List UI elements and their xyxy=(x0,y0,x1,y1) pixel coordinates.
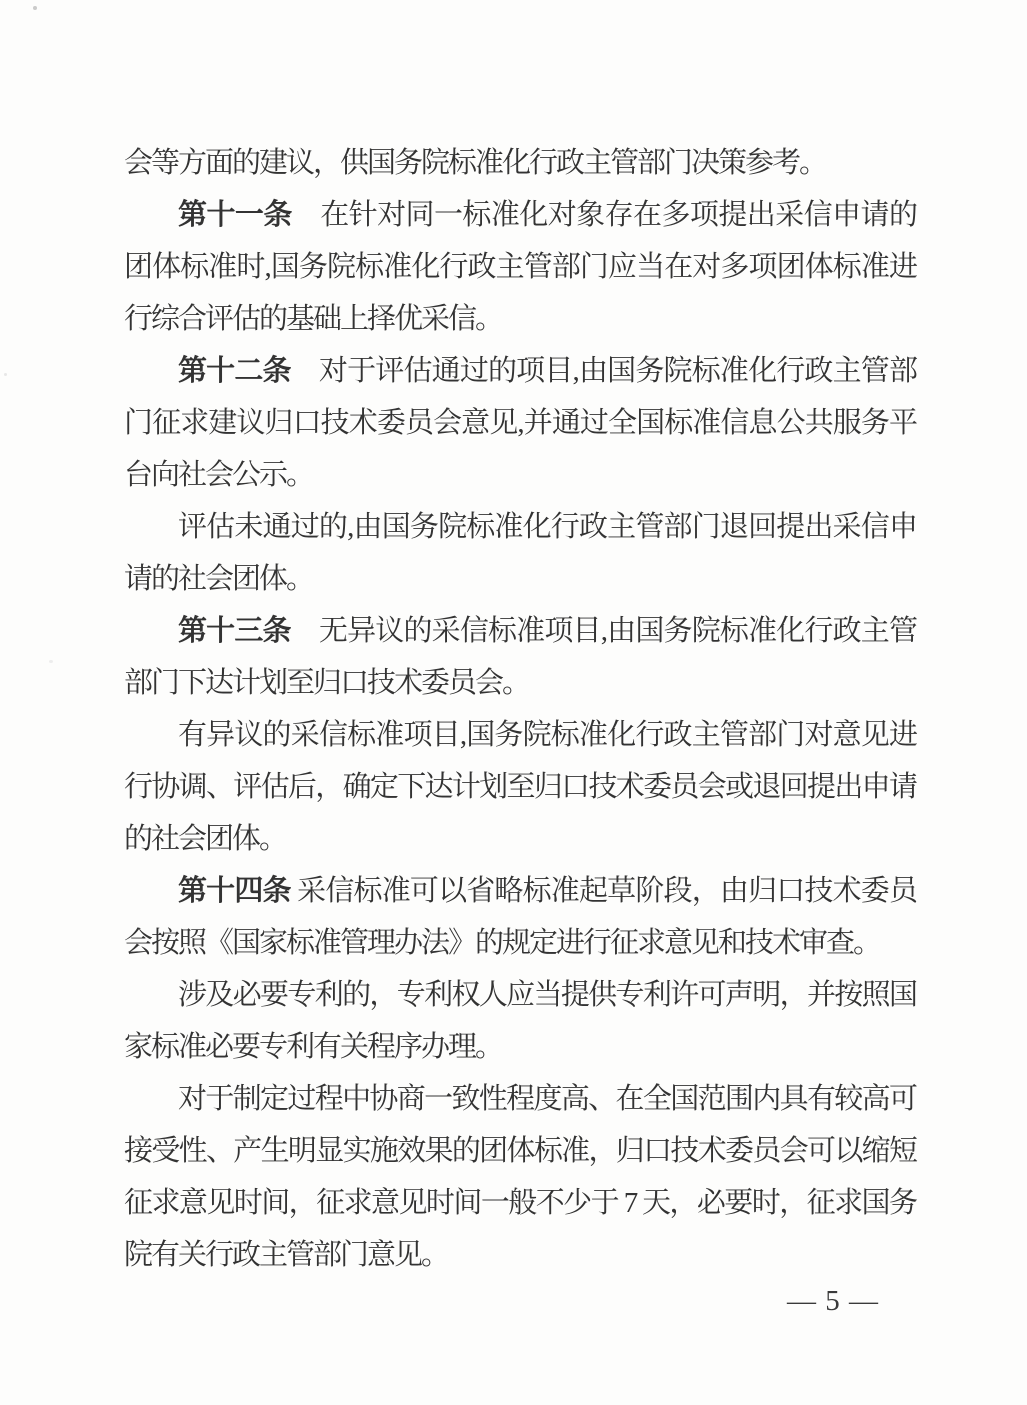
text-line: 行综合评估的基础上择优采信。 xyxy=(124,303,503,335)
page-number: — 5 — xyxy=(787,1285,879,1317)
text-line: 的社会团体。 xyxy=(124,823,287,855)
article-number: 第十四条 xyxy=(178,875,291,907)
text-line: 第十四条 采信标准可以省略标准起草阶段，由归口技术委员 xyxy=(178,875,916,907)
text-line: 请的社会团体。 xyxy=(124,563,314,595)
text-line: 会按照《国家标准管理办法》的规定进行征求意见和技术审查。 xyxy=(124,927,881,959)
text-line: 第十一条 在针对同一标准化对象存在多项提出采信申请的 xyxy=(178,199,916,231)
text-line: 团体标准时,国务院标准化行政主管部门应当在对多项团体标准进 xyxy=(124,251,916,283)
text-line: 会等方面的建议，供国务院标准化行政主管部门决策参考。 xyxy=(124,147,827,179)
scan-speck xyxy=(33,6,37,10)
article-number: 第十二条 xyxy=(178,355,291,387)
text-line: 第十三条 无异议的采信标准项目,由国务院标准化行政主管 xyxy=(178,615,916,647)
text-line: 院有关行政主管部门意见。 xyxy=(124,1239,449,1271)
text-line: 门征求建议归口技术委员会意见,并通过全国标准信息公共服务平 xyxy=(124,407,916,439)
text-line: 涉及必要专利的，专利权人应当提供专利许可声明，并按照国 xyxy=(178,979,916,1011)
text-line: 接受性、产生明显实施效果的团体标准，归口技术委员会可以缩短 xyxy=(124,1135,916,1167)
article-number: 第十一条 xyxy=(178,199,292,231)
text-line: 第十二条 对于评估通过的项目,由国务院标准化行政主管部 xyxy=(178,355,916,387)
text-line: 评估未通过的,由国务院标准化行政主管部门退回提出采信申 xyxy=(178,511,916,543)
text-line: 部门下达计划至归口技术委员会。 xyxy=(124,667,530,699)
scan-speck xyxy=(49,660,53,663)
text-line: 征求意见时间，征求意见时间一般不少于 7 天，必要时，征求国务 xyxy=(124,1187,916,1219)
text-line: 对于制定过程中协商一致性程度高、在全国范围内具有较高可 xyxy=(178,1083,916,1115)
text-line: 行协调、评估后，确定下达计划至归口技术委员会或退回提出申请 xyxy=(124,771,916,803)
scan-speck xyxy=(4,373,7,376)
document-body xyxy=(124,137,916,1281)
text-line: 家标准必要专利有关程序办理。 xyxy=(124,1031,503,1063)
text-line: 台向社会公示。 xyxy=(124,459,314,491)
article-number: 第十三条 xyxy=(178,615,291,647)
text-line: 有异议的采信标准项目,国务院标准化行政主管部门对意见进 xyxy=(178,719,916,751)
